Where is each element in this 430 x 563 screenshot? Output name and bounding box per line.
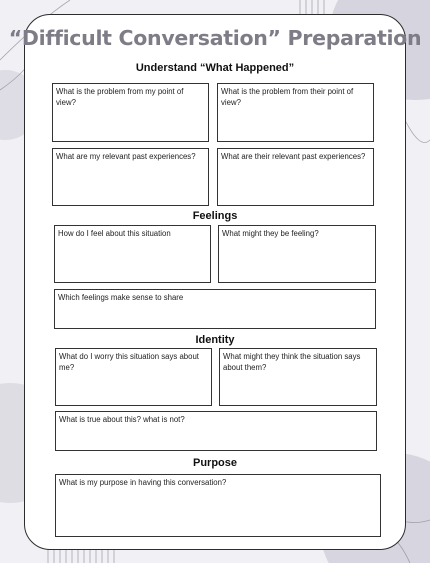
my-problem-box[interactable]: What is the problem from my point of view?: [52, 83, 209, 142]
my-feelings-box[interactable]: How do I feel about this situation: [54, 225, 211, 283]
purpose-box[interactable]: What is my purpose in having this conversation?: [55, 474, 381, 537]
their-view-box[interactable]: What might they think the situation says about them?: [219, 348, 377, 406]
their-problem-box[interactable]: What is the problem from their point of view?: [217, 83, 374, 142]
section-heading-what-happened: Understand “What Happened”: [135, 62, 295, 74]
section-heading-feelings: Feelings: [192, 210, 238, 222]
share-feelings-box[interactable]: Which feelings make sense to share: [54, 289, 376, 329]
section-heading-purpose: Purpose: [192, 457, 237, 469]
page-title: “Difficult Conversation” Preparation: [8, 26, 422, 50]
my-worry-box[interactable]: What do I worry this situation says about me?: [55, 348, 212, 406]
truth-box[interactable]: What is true about this? what is not?: [55, 411, 377, 451]
my-experiences-box[interactable]: What are my relevant past experiences?: [52, 148, 209, 206]
their-feelings-box[interactable]: What might they be feeling?: [218, 225, 376, 283]
their-experiences-box[interactable]: What are their relevant past experiences?: [217, 148, 374, 206]
section-heading-identity: Identity: [195, 334, 235, 346]
